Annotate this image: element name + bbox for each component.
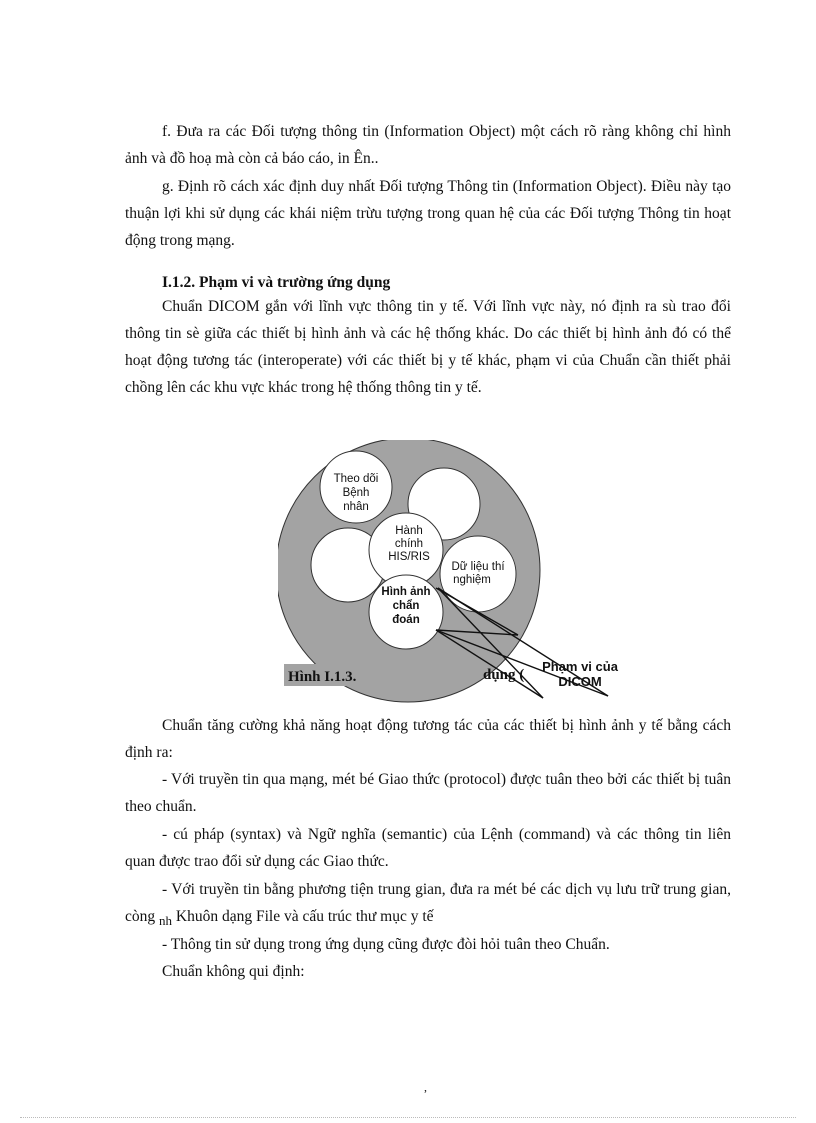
list-item-1: - Với truyền tin qua mạng, mét bé Giao thức (protocol) được tuân theo bởi các thiết bị tuân theo chuẩn. bbox=[125, 771, 731, 815]
scope-label-2: DICOM bbox=[558, 674, 602, 689]
label-patient-2: Bệnh bbox=[342, 487, 370, 499]
paragraph-scope: Chuẩn DICOM gắn với lĩnh vực thông tin y tế. Với lĩnh vực này, nó định ra sù trao đổi thông tin sè giữa các thiết bị hình ảnh và các hệ thống khác. Do các thiết bị hình ảnh đó có thể hoạt động tương tác (interoperate) với các thiết bị y tế khác, phạm vi của Chuẩn cần thiết phải chồng lên các khu vực khác trong hệ thống thông tin y tế. bbox=[125, 298, 731, 396]
list-item-3-sub: nh bbox=[159, 913, 173, 929]
label-patient-3: nhân bbox=[343, 501, 369, 513]
paragraph-f: f. Đưa ra các Đối tượng thông tin (Information Object) một cách rõ ràng không chỉ hình ảnh và đồ hoạ mà còn cả báo cáo, in Ên.. bbox=[125, 123, 731, 167]
paragraph-enhance: Chuẩn tăng cường khả năng hoạt động tương tác của các thiết bị hình ảnh y tế bằng cách định ra: bbox=[125, 717, 731, 761]
list-item-3 bbox=[125, 876, 731, 934]
label-imaging-3: đoán bbox=[392, 614, 420, 626]
section-heading: I.1.2. Phạm vi và trường ứng dụng bbox=[162, 274, 391, 291]
label-admin-3: HIS/RIS bbox=[388, 551, 430, 563]
figure-caption-right: dụng ( bbox=[483, 667, 525, 683]
label-lab-2: nghiệm bbox=[453, 574, 491, 586]
label-admin-1: Hành bbox=[395, 525, 423, 537]
page-bottom-rule bbox=[20, 1117, 796, 1118]
list-item-4: - Thông tin sử dụng trong ứng dụng cũng được đòi hỏi tuân theo Chuẩn. bbox=[162, 936, 610, 953]
figure-caption-left: Hình I.1.3. bbox=[288, 669, 357, 685]
label-imaging-2: chẩn bbox=[392, 600, 420, 612]
label-lab-1: Dữ liệu thí bbox=[451, 561, 505, 573]
list-item-3-tail: Khuôn dạng File và cấu trúc thư mục y tế bbox=[175, 908, 434, 925]
paragraph-not-specified: Chuẩn không qui định: bbox=[162, 963, 305, 980]
page-footer-mark: , bbox=[424, 1080, 427, 1094]
scope-label-1: Phạm vi của bbox=[542, 659, 618, 674]
list-item-3-text: - Với truyền tin bằng phương tiện trung gian, đưa ra mét bé các dịch vụ lưu trữ trung gian, còng bbox=[125, 881, 731, 925]
label-admin-2: chính bbox=[394, 538, 424, 550]
dicom-scope-diagram bbox=[278, 440, 628, 710]
label-patient-1: Theo dõi bbox=[333, 473, 379, 485]
paragraph-g: g. Định rõ cách xác định duy nhất Đối tượng Thông tin (Information Object). Điều này tạo thuận lợi khi sử dụng các khái niệm trừu tượng trong quan hệ của các Đối tượng Thông tin hoạt động trong mạng. bbox=[125, 178, 731, 249]
label-imaging-1: Hình ảnh bbox=[381, 586, 431, 598]
list-item-2: - cú pháp (syntax) và Ngữ nghĩa (semantic) của Lệnh (command) và các thông tin liên quan được trao đổi sử dụng các Giao thức. bbox=[125, 826, 731, 870]
